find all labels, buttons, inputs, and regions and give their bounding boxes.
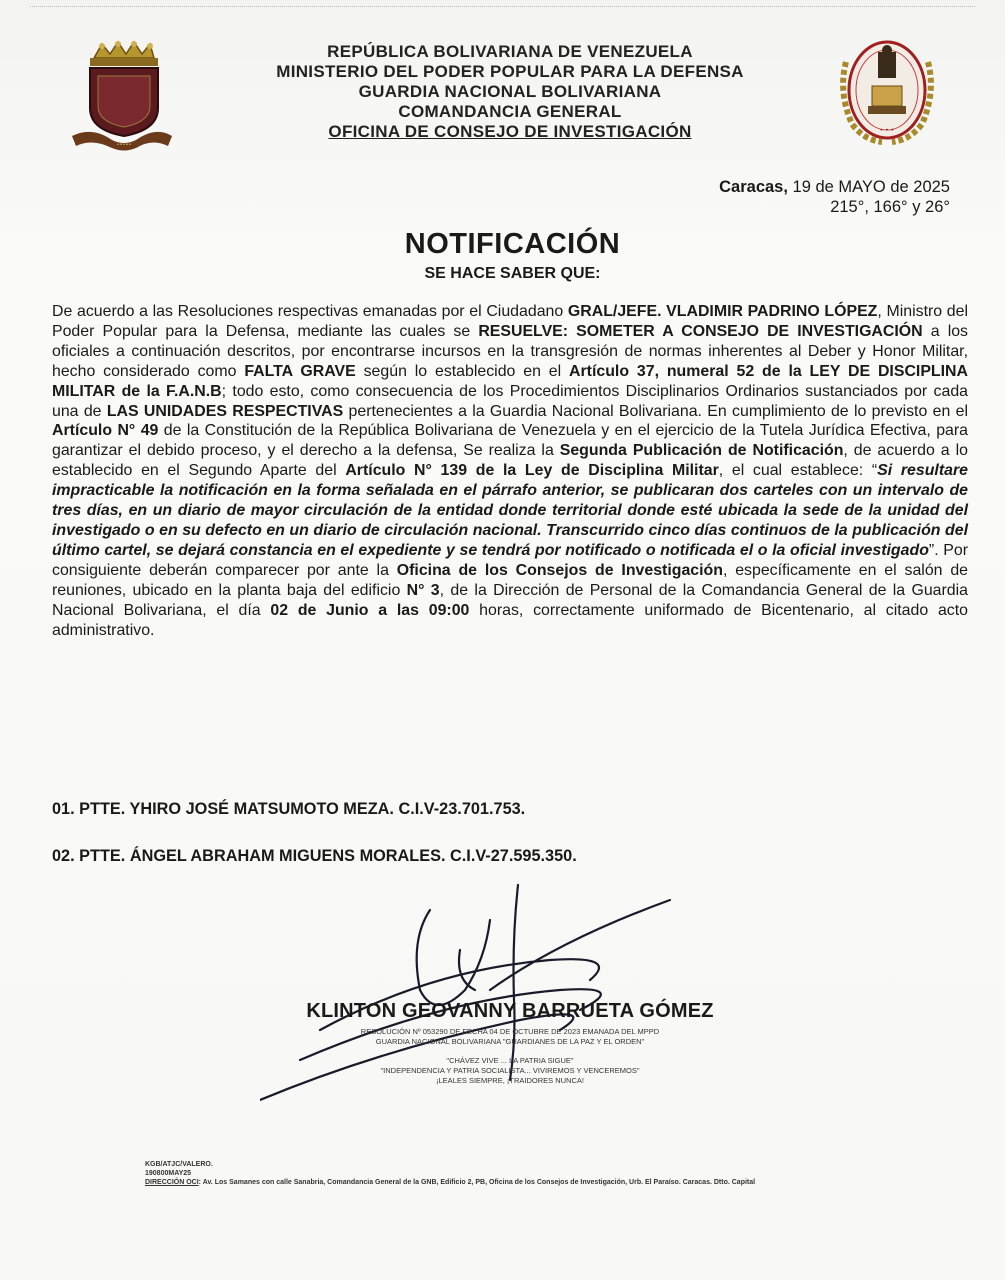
letterhead xyxy=(230,42,790,142)
body-text: a los oficiales a continuación descritos, por encontrarse incursos en la transgresión de normas inherentes al Deber y Honor Militar, hecho considerado como xyxy=(52,322,969,380)
notification-body xyxy=(52,302,968,640)
header-line: COMANDANCIA GENERAL xyxy=(398,102,622,121)
header-office: OFICINA DE CONSEJO DE INVESTIGACIÓN xyxy=(328,122,692,141)
header-line: REPÚBLICA BOLIVARIANA DE VENEZUELA xyxy=(327,42,693,61)
document-footer xyxy=(145,1160,905,1187)
slogan-line: ¡LEALES SIEMPRE, ¡TRAIDORES NUNCA! xyxy=(436,1076,584,1085)
svg-text:•••••: ••••• xyxy=(116,142,132,148)
body-text: horas, correctamente uniformado de Bicentenario, al citado acto administrativo. xyxy=(52,601,968,639)
body-text: de la Constitución de la República Bolivariana de Venezuela y en el ejercicio de la Tutela Jurídica Efectiva, para garantizar el debido proceso, y el derecho a la defensa, Se realiza la xyxy=(52,422,968,460)
date-years: 215°, 166° y 26° xyxy=(830,198,950,216)
body-text: , Ministro del Poder Popular para la Defensa, mediante las cuales se xyxy=(52,303,969,340)
document-subtitle: SE HACE SABER QUE: xyxy=(424,265,601,282)
body-bold: GRAL/JEFE. VLADIMIR PADRINO LÓPEZ xyxy=(567,303,878,320)
footer-address-label: DIRECCIÓN OCI xyxy=(145,1179,199,1186)
slogan-line: "INDEPENDENCIA Y PATRIA SOCIALISTA... VIVIREMOS Y VENCEREMOS" xyxy=(380,1066,640,1075)
body-text: , de acuerdo a lo establecido en el Segundo Aparte del xyxy=(52,442,968,480)
svg-text:• • •: • • • xyxy=(879,127,895,134)
body-bold: Segunda Publicación de Notificación xyxy=(559,442,844,460)
body-bold: Artículo 37, numeral 52 de la LEY DE DISCIPLINA MILITAR de la F.A.N.B xyxy=(52,362,969,400)
body-text: , específicamente en el salón de reuniones, ubicado en la planta baja del edificio xyxy=(52,561,969,599)
signatory-name: KLINTON GEOVANNY BARRUETA GÓMEZ xyxy=(306,1000,714,1022)
body-bold: Artículo N° 49 xyxy=(52,422,159,440)
date-value: 19 de MAYO de 2025 xyxy=(787,178,950,196)
date-city: Caracas, xyxy=(719,178,788,196)
date-block xyxy=(640,177,950,217)
body-quote: Si resultare impracticable la notificación en la forma señalada en el párrafo anterior, se publicaran dos carteles con un intervalo de tres días, en un diario de mayor circulación de la entidad donde territorial donde esté ubicada la sede de la unidad del investigado o en su defecto en un diario de circulación nacional. Transcurrido cinco días continuos de la publicación del último cartel, se dejará constancia en el expediente y se tendrá por notificado o notificada el o la oficial investigado xyxy=(52,462,969,559)
body-bold: Artículo N° 139 de la Ley de Disciplina Militar xyxy=(345,462,719,480)
scan-top-edge xyxy=(30,0,975,7)
header-line: MINISTERIO DEL PODER POPULAR PARA LA DEFENSA xyxy=(276,62,744,81)
officer-item: 01. PTTE. YHIRO JOSÉ MATSUMOTO MEZA. C.I.V-23.701.753. xyxy=(52,800,526,818)
consejo-laurel-emblem xyxy=(834,32,940,148)
signatory-unit: GUARDIA NACIONAL BOLIVARIANA "GUARDIANES DE LA PAZ Y EL ORDEN" xyxy=(375,1037,645,1046)
body-bold: 02 de Junio a las 09:00 xyxy=(270,601,470,619)
body-bold: N° 3 xyxy=(406,581,440,599)
body-text: ; todo esto, como consecuencia de los Procedimientos Disciplinarios Ordinarios sustanciados por cada una de xyxy=(52,382,968,420)
footer-address: : Av. Los Samanes con calle Sanabria, Comandancia General de la GNB, Edificio 2, PB, Oficina de los Consejos de Investigación, Urb. El Paraíso. Caracas. Dtto. Capital xyxy=(198,1179,756,1186)
body-bold: RESUELVE: SOMETER A CONSEJO DE INVESTIGACIÓN xyxy=(478,322,923,340)
body-bold: LAS UNIDADES RESPECTIVAS xyxy=(106,402,344,420)
footer-reference: KGB/ATJC/VALERO. xyxy=(145,1161,213,1168)
body-bold: Oficina de los Consejos de Investigación xyxy=(396,561,723,579)
body-text: ”. Por consiguiente deberán comparecer por ante la xyxy=(52,541,968,579)
signatory-resolution: RESOLUCIÓN Nº 053290 DE FECHA 04 DE OCTUBRE DE 2023 EMANADA DEL MPPD xyxy=(360,1027,660,1036)
slogan-line: "CHÁVEZ VIVE ... LA PATRIA SIGUE" xyxy=(446,1056,574,1065)
officer-item: 02. PTTE. ÁNGEL ABRAHAM MIGUENS MORALES. C.I.V-27.595.350. xyxy=(52,847,577,865)
document-title: NOTIFICACIÓN xyxy=(404,228,621,260)
body-text: , de la Dirección de Personal de la Comandancia General de la Guardia Nacional Bolivariana, el día xyxy=(52,581,969,619)
body-text: según lo establecido en el xyxy=(355,362,569,380)
body-text: , el cual establece: “ xyxy=(718,462,878,480)
footer-reference: 190800MAY25 xyxy=(145,1170,192,1177)
header-line: GUARDIA NACIONAL BOLIVARIANA xyxy=(358,82,662,101)
body-text: pertenecientes a la Guardia Nacional Bolivariana. En cumplimiento de lo previsto en el xyxy=(343,402,968,420)
gnb-shield-emblem xyxy=(72,38,172,153)
body-bold: FALTA GRAVE xyxy=(244,362,356,380)
body-text: De acuerdo a las Resoluciones respectivas emanadas por el Ciudadano xyxy=(52,303,568,320)
